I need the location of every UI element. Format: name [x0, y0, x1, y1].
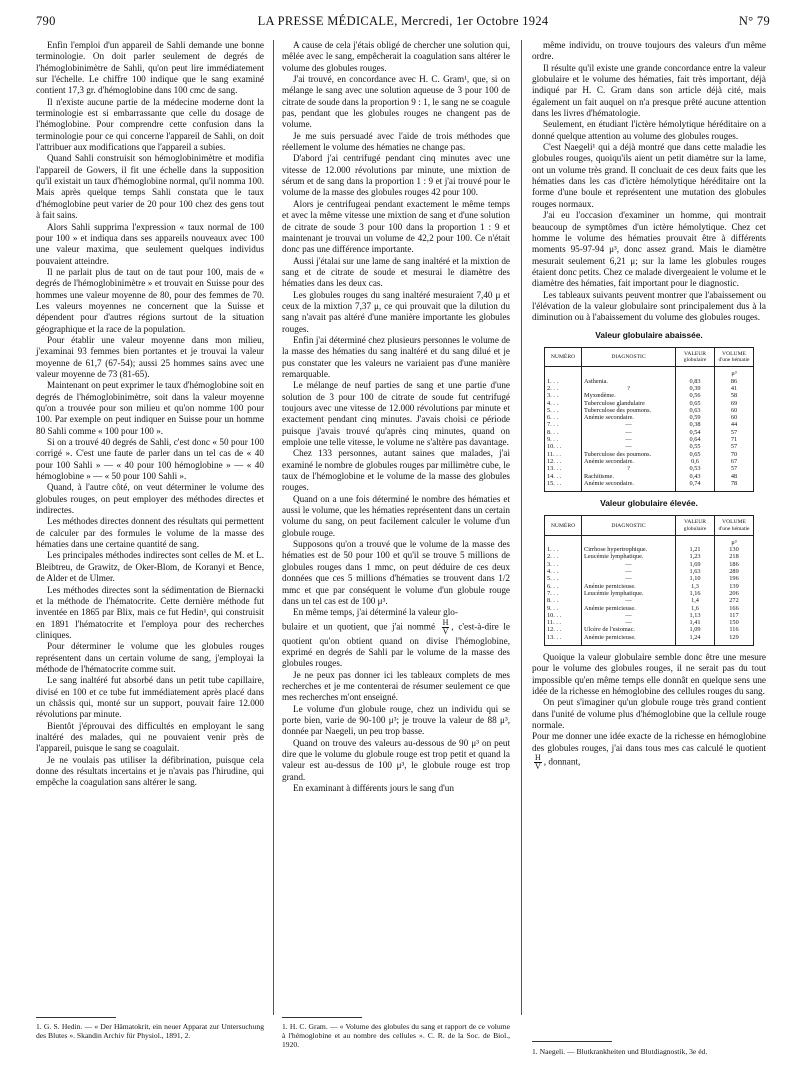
table-2-row	[545, 568, 754, 575]
column-2	[282, 40, 510, 794]
volume-cell: 48	[715, 473, 754, 480]
table-2-row	[545, 583, 754, 590]
table-2-row	[545, 575, 754, 582]
table-1-row	[545, 392, 754, 399]
diagnostic-cell: Asthenia.	[582, 378, 676, 385]
numero-cell: 13. . .	[545, 465, 582, 472]
paragraph: Il résulte qu'il existe une grande concordance entre la valeur globulaire et le volume des hématies, fait très important, déjà indiqué par H. C. Gram dans son article déjà cité, mais également un fait auquel on n'a presque prêté aucune attention dans les livres d'hématologie.	[532, 62, 766, 119]
paragraph: Le mélange de neuf parties de sang et une partie d'une solution de 3 pour 100 de citrate de soude fut centrifugé toujours avec une vitesse de 12.000 révolutions par minute et exactement pendant cinq minutes. J'avais choisi ce période puisque j'avais trouvé qu'après cinq minutes, quand on emploie une telle vitesse, le volume ne s'altère pas davantage.	[282, 380, 510, 448]
numero-cell: 7. . .	[545, 421, 582, 428]
paragraph: Il n'existe aucune partie de la médecine moderne dont la terminologie est si embarrassante que celle du dosage de l'hémoglobine. Pour comprendre cette confusion dans la terminologie pour ce qui concerne l'appareil de Sahli, on doit l'attribuer aux modifications que l'appareil a subies.	[36, 96, 264, 153]
valeur-cell: 0,56	[676, 392, 715, 399]
quotient-tail-2: , donnant,	[543, 756, 581, 767]
volume-cell: 139	[715, 583, 754, 590]
volume-cell: 57	[715, 429, 754, 436]
paragraph: Alors je centrifugeai pendant exactement le même temps et avec la même vitesse une mixtion de sang et d'une solution de citrate de soude 3 pour 100 dans la proportion 1 : 9 et maintenant je trouvai un volume de 42,2 pour 100. Ce n'était donc pas une différence importante.	[282, 198, 510, 255]
valeur-cell: 1,21	[676, 546, 715, 553]
paragraph: Quand on a une fois déterminé le nombre des hématies et aussi le volume, que les hématies représentent dans un certain volume du sang, on peut facilement calculer le volume d'un globule rouge.	[282, 493, 510, 538]
paragraph: Maintenant on peut exprimer le taux d'hémoglobine soit en degrés de l'hémoglobinimètre, soit dans la valeur moyenne qu'on a trouvée pour son milieu et qu'on nomme 100 pour 100. Par exemple on peut indiquer en Suisse pour un homme 80 Sahli comme « 100 pour 100 ».	[36, 380, 264, 436]
valeur-cell: 1,69	[676, 561, 715, 568]
table-1-header-volume: VOLUME d'une hématie	[715, 347, 754, 366]
volume-cell: 41	[715, 385, 754, 392]
valeur-cell: 1,63	[676, 568, 715, 575]
paragraph: Pour déterminer le volume que les globules rouges représentent dans un certain volume de sang, j'employai la méthode de l'hématocrite comme suit.	[36, 641, 264, 674]
valeur-cell: 0,6	[676, 458, 715, 465]
table-1-row	[545, 473, 754, 480]
valeur-cell: 0,53	[676, 465, 715, 472]
valeur-cell: 1,13	[676, 612, 715, 619]
numero-cell: 3. . .	[545, 561, 582, 568]
paragraph: A cause de cela j'étais obligé de chercher une solution qui, mêlée avec le sang, empêcherait la coagulation sans altérer le volume des globules rouges.	[282, 40, 510, 73]
valeur-cell: 1,4	[676, 597, 715, 604]
table-2-header-volume: VOLUME d'une hématie	[715, 516, 754, 535]
numero-cell: 8. . .	[545, 429, 582, 436]
volume-cell: 117	[715, 612, 754, 619]
fraction-numerator-2: H	[535, 753, 541, 763]
valeur-cell: 0,38	[676, 421, 715, 428]
footnote-2: 1. H. C. Gram. — « Volume des globules du sang et rapport de ce volume à l'hémoglobine et au nombre des cellules ». C. R. de la Soc. de Biol., 1920.	[282, 1022, 510, 1050]
paragraph: Il ne parlait plus de taut on de taut pour 100, mais de « degrés de l'hémoglobinimètre » et trouvait en Suisse pour des hommes une valeur moyenne de 80, pour des femmes de 70. Les valeurs moyennes ne concernent que la Suisse et dépendent pour d'autres régions surtout de la situation géographique et la race de la population.	[36, 266, 264, 334]
table-2-row	[545, 546, 754, 553]
diagnostic-cell: ?	[582, 385, 676, 392]
volume-cell: 69	[715, 400, 754, 407]
table-1-header-diagnostic: DIAGNOSTIC	[582, 347, 676, 366]
column-3	[532, 40, 766, 771]
paragraph: Les tableaux suivants peuvent montrer que l'abaissement ou l'élévation de la valeur globulaire sont principalement dus à la diminution ou à l'abaissement du volume des globules rouges.	[532, 289, 766, 323]
numero-cell: 14. . .	[545, 473, 582, 480]
diagnostic-cell: Leucémie lymphatique.	[582, 590, 676, 597]
diagnostic-cell: —	[582, 597, 676, 604]
valeur-cell: 1,16	[676, 590, 715, 597]
volume-cell: 150	[715, 619, 754, 626]
valeur-cell: 1,41	[676, 619, 715, 626]
h-over-v-fraction-2	[534, 754, 542, 771]
numero-cell: 6. . .	[545, 414, 582, 421]
numero-cell: 10. . .	[545, 612, 582, 619]
valeur-cell: 1,09	[676, 626, 715, 633]
paragraph: On peut s'imaginer qu'un globule rouge très grand contient dans l'unité de volume plus d'hémoglobine que la cellule rouge normale.	[532, 697, 766, 731]
paragraph: J'ai trouvé, en concordance avec H. C. Gram¹, que, si on mélange le sang avec une solution aqueuse de 3 pour 100 de citrate de soude dans la proportion 9 : 1, le sang ne se coagule pas, pendant que les globules rouges ne changent pas de volume.	[282, 74, 510, 130]
page-header	[36, 14, 770, 30]
volume-cell: 67	[715, 458, 754, 465]
volume-cell: 71	[715, 436, 754, 443]
valeur-cell: 1,3	[676, 583, 715, 590]
paragraph: En examinant à différents jours le sang d'un	[293, 783, 454, 793]
table-2-row	[545, 612, 754, 619]
paragraph: Si on a trouvé 40 degrés de Sahli, c'est donc « 50 pour 100 corrigé ». C'est une faute de parler dans un tel cas de « 40 pour 100 Sahli » — « 40 pour 100 hémoglobine » — « 40 hémoglobine » — « 50 pour 100 Sahli ».	[36, 437, 264, 482]
volume-cell: 60	[715, 414, 754, 421]
numero-cell: 1. . .	[545, 378, 582, 385]
numero-cell: 4. . .	[545, 568, 582, 575]
paragraph: Aussi j'étalai sur une lame de sang inaltéré et la mixtion de sang et de citrate de soude et mesurai le diamètre des hématies dans les deux cas.	[282, 255, 510, 289]
diagnostic-cell: Tuberculose des poumons.	[582, 407, 676, 414]
paragraph: Quoique la valeur globulaire semble donc être une mesure pour le volume des globules rouges, il ne serait pas du tout impossible qu'en même temps elle donnât en quelque sens une idée de la richesse en hémoglobine des cellules rouges du sang.	[532, 652, 766, 697]
table-1-row	[545, 414, 754, 421]
diagnostic-cell: Anémie pernicieuse.	[582, 583, 676, 590]
volume-cell: 58	[715, 392, 754, 399]
paragraph: Je ne peux pas donner ici les tableaux complets de mes recherches et je me contenterai de résumer seulement ce que mes recherches m'ont enseigné.	[282, 669, 510, 703]
diagnostic-cell: Anémie secondaire.	[582, 458, 676, 465]
valeur-cell: 0,39	[676, 385, 715, 392]
numero-cell: 13. . .	[545, 634, 582, 646]
numero-cell: 12. . .	[545, 458, 582, 465]
footnote-3: 1. Naegeli. — Blutkrankheiten und Blutdiagnostik, 3e éd.	[532, 1047, 708, 1056]
numero-cell: 4. . .	[545, 400, 582, 407]
volume-cell: 44	[715, 421, 754, 428]
numero-cell: 1. . .	[545, 546, 582, 553]
valeur-cell: 1,10	[676, 575, 715, 582]
table-1-row	[545, 480, 754, 492]
numero-cell: 9. . .	[545, 436, 582, 443]
diagnostic-cell: Tuberculose glandulaire	[582, 400, 676, 407]
quotient-tail: , c'est-à-dire le quotient qu'on obtient quand on divise l'hémoglobine, exprimé en degrés de Sahli par le volume de la masse des globules rouges.	[282, 621, 510, 669]
volume-cell: 289	[715, 568, 754, 575]
table-1-row	[545, 385, 754, 392]
valeur-cell: 1,6	[676, 605, 715, 612]
table-1-row	[545, 421, 754, 428]
diagnostic-cell: Rachitisme.	[582, 473, 676, 480]
paragraph: En même temps, j'ai déterminé la valeur glo-	[293, 607, 458, 618]
volume-cell: 129	[715, 634, 754, 646]
table-2-row	[545, 605, 754, 612]
fraction-denominator: V	[442, 626, 449, 636]
h-over-v-fraction	[442, 619, 450, 636]
paragraph: même individu, on trouve toujours des valeurs d'un même ordre.	[532, 40, 766, 62]
paragraph: Alors Sahli supprima l'expression « taux normal de 100 pour 100 » et indiqua dans ses appareils nouveaux avec 100 une valeur maxima, que seulement quelques individus pouvaient atteindre.	[36, 221, 264, 266]
paragraph: Pour établir une valeur moyenne dans mon milieu, j'examinai 93 femmes bien portantes et je trouvai la valeur moyenne de 61,7 (67-54); aussi 25 hommes sains avec une valeur moyenne de 73 (81-65).	[36, 334, 264, 379]
paragraph: Les méthodes directes sont la sédimentation de Biernacki et la méthode de l'hématocrite. Cette dernière méthode fut inventée en 1865 par Blix, mais ce fut Hedin¹, qui construisit en 1891 l'hématocrite et l'employa pour des recherches cliniques.	[36, 584, 264, 640]
table-1-header-valeur: VALEUR globulaire	[676, 347, 715, 366]
quotient-lead: bulaire et un quotient, que j'ai nommé	[282, 621, 436, 632]
volume-cell: 78	[715, 480, 754, 492]
table-2-row	[545, 597, 754, 604]
diagnostic-cell: Anémie secondaire.	[582, 414, 676, 421]
paragraph: Enfin l'emploi d'un appareil de Sahli demande une bonne terminologie. On doit parler seulement de degrés de l'hémoglobinimètre de Sahli, qu'on peut lire immédiatement sur l'échelle. Le chiffre 100 indique que le sang examiné contient 17,3 gr. d'hémoglobine dans 100 cmc de sang.	[36, 40, 264, 96]
numero-cell: 11. . .	[545, 619, 582, 626]
table-valeur-abaissee	[544, 347, 754, 492]
numero-cell: 15. . .	[545, 480, 582, 492]
paragraph: Je me suis persuadé avec l'aide de trois méthodes que réellement le volume des hématies ne change pas.	[282, 130, 510, 153]
fraction-denominator-2: V	[535, 762, 541, 772]
table-1-row	[545, 429, 754, 436]
paragraph: J'ai eu l'occasion d'examiner un homme, qui montrait beaucoup de symptômes d'un ictère hémolytique. Chez cet homme le volume des hématies prouvait être à différents moments 95-97-94 μ³, donc assez grand. Mais le diamètre mesurait seulement 6,21 μ; sur la lame les globules rouges étaient donc petits. Chez ce malade divergeaient le volume et le diamètre des hématies, fait important pour le diagnostic.	[532, 210, 766, 289]
table-2-header-numero: NUMÉRO	[545, 516, 582, 535]
volume-cell: 70	[715, 451, 754, 458]
valeur-cell: 1,24	[676, 634, 715, 646]
numero-cell: 8. . .	[545, 597, 582, 604]
footnote-rule-2	[282, 1017, 362, 1018]
valeur-cell: 1,23	[676, 553, 715, 560]
numero-cell: 12. . .	[545, 626, 582, 633]
numero-cell: 6. . .	[545, 583, 582, 590]
table-2-unit: μ³	[715, 535, 754, 546]
table-1-row	[545, 458, 754, 465]
column-1	[36, 40, 264, 789]
table-1-row	[545, 465, 754, 472]
volume-cell: 272	[715, 597, 754, 604]
valeur-cell: 0,74	[676, 480, 715, 492]
diagnostic-cell: —	[582, 443, 676, 450]
diagnostic-cell: —	[582, 568, 676, 575]
numero-cell: 3. . .	[545, 392, 582, 399]
table-valeur-elevee	[544, 515, 754, 646]
volume-cell: 166	[715, 605, 754, 612]
quotient-lead-2: Pour me donner une idée exacte de la richesse en hémoglobine des globules rouges, j'ai dans tous mes cas calculé le quotient	[532, 731, 766, 753]
table-1-header-numero: NUMÉRO	[545, 347, 582, 366]
valeur-cell: 0,55	[676, 443, 715, 450]
paragraph: D'abord j'ai centrifugé pendant cinq minutes avec une vitesse de 12.000 révolutions par minute, une mixtion de sérum et de sang dans la proportion 1 : 9 et j'ai trouvé pour le volume de la masse des globules rouges 42 pour 100.	[282, 153, 510, 198]
diagnostic-cell: —	[582, 561, 676, 568]
numero-cell: 5. . .	[545, 407, 582, 414]
numero-cell: 5. . .	[545, 575, 582, 582]
paragraph: Quand, à l'autre côté, on veut déterminer le volume des globules rouges, on peut employer des méthodes directes et indirectes.	[36, 482, 264, 516]
diagnostic-cell: —	[582, 436, 676, 443]
table-2-row	[545, 634, 754, 646]
issue-number: N° 79	[738, 14, 770, 28]
paragraph-quotient	[282, 619, 510, 670]
diagnostic-cell: Tuberculose des poumons.	[582, 451, 676, 458]
table-2-row	[545, 590, 754, 597]
diagnostic-cell: Cirrhose hypertrophique.	[582, 546, 676, 553]
table-1-title: Valeur globulaire abaissée.	[595, 329, 703, 340]
numero-cell: 11. . .	[545, 451, 582, 458]
paragraph: C'est Naegeli¹ qui a déjà montré que dans cette maladie les globules rouges, quoiqu'ils aient un petit diamètre sur la lame, ont un volume très grand. Il concluait de ces deux faits que les hématies dans les cas d'ictère hémolytique héréditaire ont la forme d'une boule et représentent une mutation des globules rouges normaux.	[532, 142, 766, 209]
valeur-cell: 0,54	[676, 429, 715, 436]
journal-title: LA PRESSE MÉDICALE, Mercredi, 1er Octobre 1924	[257, 14, 549, 28]
paragraph: Quand Sahli construisit son hémoglobinimètre et modifia l'appareil de Gowers, il fit une échelle dans la supposition qu'il existait un taux d'hémoglobine normal, qu'il nomma 100. Mais après quelque temps Sahli constata que le taux d'hémoglobine peut varier de 20 pour 100 chez des gens tout à fait sains.	[36, 153, 264, 221]
diagnostic-cell: ?	[582, 465, 676, 472]
valeur-cell: 0,59	[676, 414, 715, 421]
fraction-numerator: H	[442, 617, 449, 627]
volume-cell: 130	[715, 546, 754, 553]
paragraph: Les méthodes directes donnent des résultats qui permettent de calculer par des formules le volume de la masse des hématies dans une certaine quantité de sang.	[36, 516, 264, 550]
diagnostic-cell: Ulcère de l'estomac.	[582, 626, 676, 633]
column-divider-1	[273, 40, 274, 1015]
diagnostic-cell: Anémie pernicieuse.	[582, 605, 676, 612]
paragraph: Les principales méthodes indirectes sont celles de M. et L. Bleibtreu, de Grawitz, de Oker-Blom, de Koranyi et Bence, de Alder et de Ulmer.	[36, 550, 264, 584]
table-2-row	[545, 626, 754, 633]
table-2-title: Valeur globulaire élevée.	[600, 498, 698, 509]
table-2-header-diagnostic: DIAGNOSTIC	[582, 516, 676, 535]
numero-cell: 7. . .	[545, 590, 582, 597]
footnote-1: 1. G. S. Hedin. — « Der Hämatokrit, ein neuer Apparat zur Untersuchung des Blutes ». Skandin Archiv für Physiol., 1891, 2.	[36, 1022, 264, 1041]
volume-cell: 206	[715, 590, 754, 597]
table-2-header-valeur: VALEUR globulaire	[676, 516, 715, 535]
paragraph: Le volume d'un globule rouge, chez un individu qui se porte bien, varie de 90-100 μ³; je trouve la valeur de 88 μ³, donnée par Naegeli, un peu trop basse.	[282, 703, 510, 737]
volume-cell: 57	[715, 443, 754, 450]
table-1-row	[545, 378, 754, 385]
paragraph: Supposons qu'on a trouvé que le volume de la masse des hématies est de 50 pour 100 et qu'il se trouve 5 millions de globules rouges dans 1 mmc, on peut déduire de ces deux données que ces 5 millions d'hématies se trouvent dans 1/2 mmc et que par conséquent le volume d'un globule rouge dans un tel cas est de 100 μ³.	[282, 539, 510, 606]
numero-cell: 10. . .	[545, 443, 582, 450]
paragraph: Seulement, en étudiant l'ictère hémolytique héréditaire on a donné quelque attention au volume des globules rouges.	[532, 119, 766, 141]
table-2-row	[545, 553, 754, 560]
table-1-row	[545, 443, 754, 450]
diagnostic-cell: Anémie secondaire.	[582, 480, 676, 492]
numero-cell: 9. . .	[545, 605, 582, 612]
volume-cell: 196	[715, 575, 754, 582]
diagnostic-cell: —	[582, 429, 676, 436]
valeur-cell: 0,64	[676, 436, 715, 443]
numero-cell: 2. . .	[545, 385, 582, 392]
diagnostic-cell: —	[582, 612, 676, 619]
valeur-cell: 0,43	[676, 473, 715, 480]
valeur-cell: 0,63	[676, 407, 715, 414]
table-1-unit: μ³	[715, 367, 754, 378]
volume-cell: 60	[715, 407, 754, 414]
valeur-cell: 0,83	[676, 378, 715, 385]
volume-cell: 186	[715, 561, 754, 568]
table-2-row	[545, 561, 754, 568]
paragraph: Quand on trouve des valeurs au-dessous de 90 μ³ on peut dire que le volume du globule rouge est trop petit et quand la valeur est au-dessus de 100 μ³, le globule rouge est trop grand.	[282, 737, 510, 782]
paragraph: Le sang inaltéré fut absorbé dans un petit tube capillaire, divisé en 100 et ce tube fut immédiatement après placé dans un châssis qui, monté sur un support, pouvait faire 12.000 révolutions par minute.	[36, 675, 264, 720]
table-1-row	[545, 400, 754, 407]
paragraph: Les globules rouges du sang inaltéré mesuraient 7,40 μ et ceux de la mixtion 7,37 μ, ce qui prouvait que la dilution du sang n'avait pas altéré d'une manière importante les globules rouges.	[282, 289, 510, 334]
footnote-rule-3	[532, 1041, 612, 1042]
diagnostic-cell: —	[582, 421, 676, 428]
diagnostic-cell: Myxœdème.	[582, 392, 676, 399]
table-1-row	[545, 436, 754, 443]
diagnostic-cell: Leucémie lymphatique.	[582, 553, 676, 560]
page-number: 790	[36, 14, 56, 28]
valeur-cell: 0,65	[676, 451, 715, 458]
table-1-row	[545, 451, 754, 458]
numero-cell: 2. . .	[545, 553, 582, 560]
valeur-cell: 0,65	[676, 400, 715, 407]
volume-cell: 86	[715, 378, 754, 385]
volume-cell: 116	[715, 626, 754, 633]
paragraph: Enfin j'ai déterminé chez plusieurs personnes le volume de la masse des hématies du sang inaltéré et du sang dilué et je pus constater que les valeurs ne variaient pas d'une manière remarquable.	[282, 334, 510, 379]
paragraph: Chez 133 personnes, autant saines que malades, j'ai examiné le nombre de globules rouges par millimètre cube, le taux de l'hémoglobine et le volume de la masse des globules rouges.	[282, 448, 510, 493]
diagnostic-cell: —	[582, 575, 676, 582]
column-divider-2	[521, 40, 522, 1015]
footnote-rule-1	[36, 1017, 116, 1018]
paragraph: Je ne voulais pas utiliser la défibrination, puisque cela donne des résultats incertains et je n'avais pas l'hirudine, qui empêche la coagulation sans altérer le sang.	[36, 754, 264, 788]
diagnostic-cell: —	[582, 619, 676, 626]
table-1-row	[545, 407, 754, 414]
volume-cell: 57	[715, 465, 754, 472]
volume-cell: 218	[715, 553, 754, 560]
paragraph-quotient-2	[532, 731, 766, 771]
diagnostic-cell: Anémie pernicieuse.	[582, 634, 676, 646]
table-2-row	[545, 619, 754, 626]
paragraph: Bientôt j'éprouvai des difficultés en employant le sang inaltéré des malades, qui ne pouvaient venir près de l'appareil, puisque le sang se coagulait.	[36, 720, 264, 754]
